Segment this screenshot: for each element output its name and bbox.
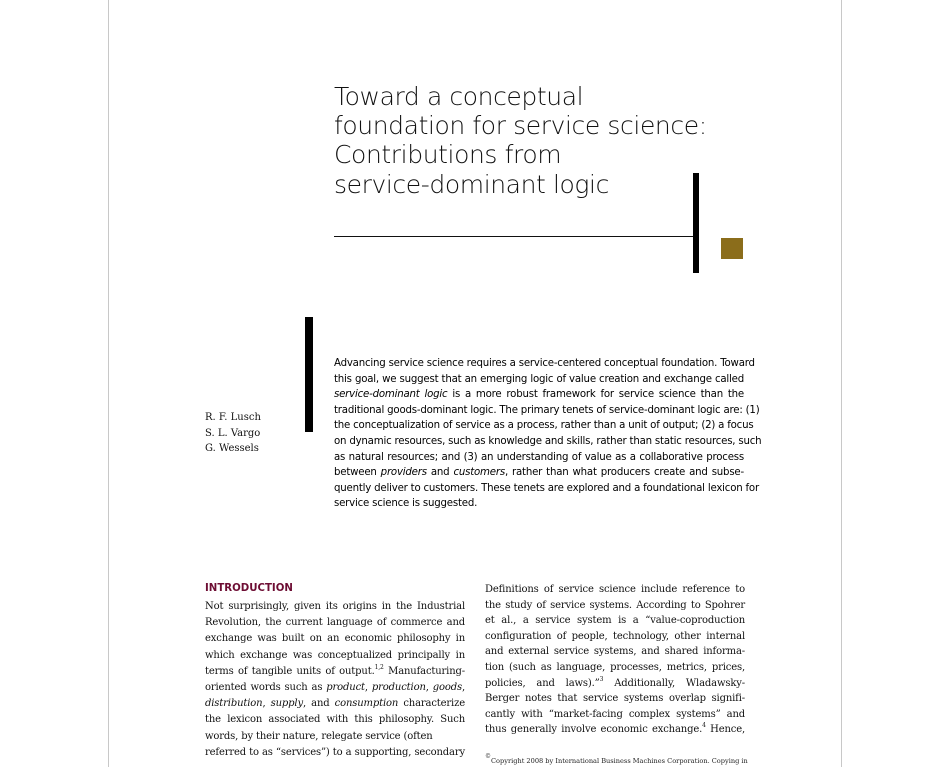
body-text: Additionally, Wladawsky- — [603, 677, 745, 689]
body-text: characterize — [398, 698, 465, 710]
title-line: foundation for service science: — [334, 111, 707, 141]
body-text: , — [425, 682, 433, 694]
body-line: configuration of people, technology, other internal — [485, 630, 745, 642]
abstract-line: on dynamic resources, such as knowledge and skills, rather than static resources, such — [334, 435, 762, 447]
accent-square — [721, 238, 743, 259]
body-line — [485, 722, 745, 738]
body-emphasis: consumption — [334, 698, 399, 710]
abstract-text: is a more robust framework for service science than the — [447, 389, 744, 401]
title-line: service-dominant logic — [334, 169, 609, 199]
body-text: thus generally involve economic exchange. — [485, 724, 703, 736]
abstract-text: and — [426, 467, 454, 479]
body-emphasis: distribution — [205, 698, 263, 710]
body-line: exchange was built on an economic philosophy in — [205, 633, 465, 645]
copyright-notice — [485, 753, 748, 766]
abstract-line: service science is suggested. — [334, 498, 478, 510]
title-vertical-bar — [693, 173, 699, 273]
title-rule — [334, 236, 696, 237]
body-line: which exchange was conceptualized principally in — [205, 649, 465, 661]
body-line: et al., a service system is a “value-coproduction — [485, 615, 745, 627]
body-text: oriented words such as — [205, 682, 327, 694]
title-line: Toward a conceptual — [334, 82, 584, 111]
footnote-ref: 4 — [702, 722, 706, 730]
body-line: referred to as “services”) to a supporting, secondary — [205, 746, 465, 758]
abstract-text: , rather than what producers create and subse- — [504, 467, 744, 479]
body-line: the study of service systems. According to Spohrer — [485, 599, 745, 611]
abstract — [334, 356, 762, 512]
body-line: and external service systems, and shared informa- — [485, 646, 745, 658]
body-line — [485, 676, 745, 692]
body-line: words, by their nature, relegate service (often — [205, 730, 433, 742]
body-line — [205, 680, 465, 696]
body-text: Hence, — [705, 724, 746, 736]
right-column-body — [485, 582, 745, 738]
author-list — [205, 410, 261, 457]
body-line: Not surprisingly, given its origins in the Industrial — [205, 601, 465, 612]
body-line — [205, 664, 465, 680]
abstract-text: between — [334, 467, 381, 479]
abstract-line: the conceptualization of service as a process, rather than a unit of output; (2) a focus — [334, 420, 754, 432]
introduction-column — [205, 582, 465, 761]
footnote-ref: 3 — [599, 675, 604, 683]
body-line: Revolution, the current language of commerce and — [205, 617, 465, 629]
abstract-line — [334, 465, 744, 481]
body-line: tion (such as language, processes, metrics, prices, — [485, 661, 745, 673]
body-line: Definitions of service science include reference to — [485, 584, 745, 595]
body-text: Manufacturing- — [383, 665, 466, 677]
abstract-line: quently deliver to customers. These tenets are explored and a foundational lexicon for — [334, 482, 759, 494]
author-name: S. L. Vargo — [205, 427, 261, 439]
copyright-text: Copyright 2008 by International Business Machines Corporation. Copying in — [491, 757, 748, 765]
copyright-symbol: © — [485, 753, 491, 760]
abstract-line: Advancing service science requires a service-centered conceptual foundation. Toward — [334, 358, 755, 369]
body-emphasis: product — [326, 682, 365, 694]
section-heading: INTRODUCTION — [205, 583, 293, 594]
body-line — [205, 696, 465, 712]
author-name: G. Wessels — [205, 443, 259, 455]
right-column — [485, 582, 745, 738]
body-text: , — [461, 682, 466, 694]
abstract-line: traditional goods-dominant logic. The primary tenets of service-dominant logic are: (1) — [334, 404, 760, 416]
body-text: , — [262, 698, 271, 710]
abstract-emphasis: service-dominant logic — [334, 389, 448, 401]
abstract-line: as natural resources; and (3) an understanding of value as a collaborative process — [334, 451, 744, 463]
body-text: , and — [302, 698, 335, 710]
body-emphasis: goods — [432, 682, 462, 694]
body-line: cantly with “market-facing complex systems” and — [485, 708, 745, 720]
body-emphasis: production — [371, 682, 426, 694]
body-line: the lexicon associated with this philosophy. Such — [205, 714, 465, 726]
title-line: Contributions from — [334, 140, 562, 170]
paper-title — [334, 82, 724, 199]
abstract-line: this goal, we suggest that an emerging logic of value creation and exchange called — [334, 373, 744, 385]
author-name: R. F. Lusch — [205, 412, 261, 423]
introduction-body — [205, 599, 465, 761]
footnote-ref: 1,2 — [374, 663, 384, 671]
body-emphasis: supply — [270, 698, 303, 710]
body-text: policies, and laws).” — [485, 677, 600, 689]
body-text: terms of tangible units of output. — [205, 665, 375, 677]
abstract-emphasis: customers — [453, 467, 505, 479]
body-line: Berger notes that service systems overlap signifi- — [485, 693, 745, 705]
abstract-emphasis: providers — [380, 467, 427, 479]
abstract-vertical-bar — [305, 317, 313, 432]
body-text: , — [364, 682, 372, 694]
abstract-line — [334, 387, 744, 403]
